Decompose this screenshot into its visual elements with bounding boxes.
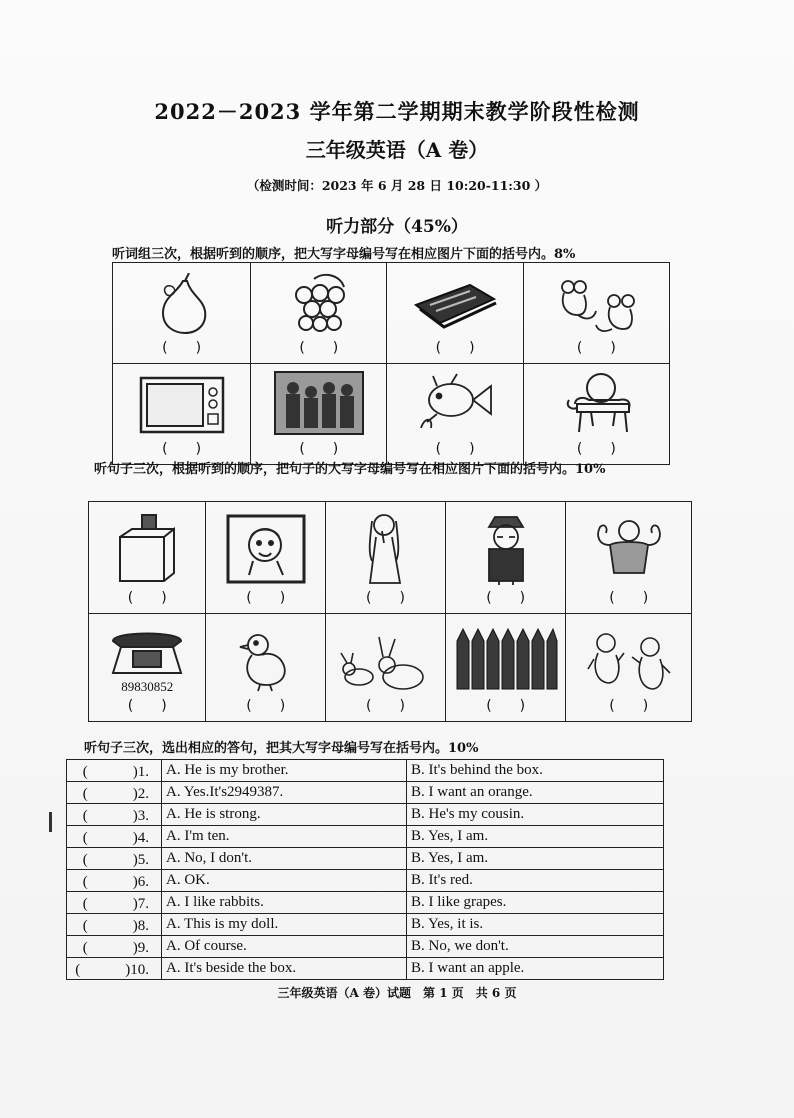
part1-picture-grid — [112, 262, 670, 465]
part2-cell — [445, 502, 565, 614]
question-number[interactable]: ( )3. — [67, 804, 162, 826]
rabbits-icon — [337, 633, 433, 693]
question-row — [67, 870, 664, 892]
option-b: B. Yes, it is. — [407, 914, 664, 936]
option-a: A. No, I don't. — [162, 848, 407, 870]
answer-paren[interactable]: ( ) — [576, 340, 616, 356]
option-b: B. He's my cousin. — [407, 804, 664, 826]
option-b: B. It's red. — [407, 870, 664, 892]
part2-cell — [325, 614, 445, 722]
part2-cell — [325, 502, 445, 614]
part2-cell — [89, 502, 206, 614]
part2-cell — [445, 614, 565, 722]
part3-instruction: 听句子三次，选出相应的答句，把其大写字母编号写在括号内。10% — [84, 741, 479, 756]
option-b: B. No, we don't. — [407, 936, 664, 958]
option-b: B. I like grapes. — [407, 892, 664, 914]
chick-icon — [236, 627, 296, 693]
page-footer: 三年级英语（A 卷）试题 第 1 页 共 6 页 — [277, 986, 517, 1000]
pear-icon — [147, 273, 217, 335]
option-a: A. This is my doll. — [162, 914, 407, 936]
question-row — [67, 892, 664, 914]
question-number[interactable]: ( )10. — [67, 958, 162, 980]
question-row — [67, 782, 664, 804]
option-a: A. It's beside the box. — [162, 958, 407, 980]
question-number[interactable]: ( )9. — [67, 936, 162, 958]
boy-icon — [225, 513, 307, 585]
monkeys-icon — [584, 629, 674, 693]
part1-cell — [251, 263, 387, 364]
question-number[interactable]: ( )5. — [67, 848, 162, 870]
exam-time: （检测时间：2023 年 6 月 28 日 10:20-11:30 ） — [246, 178, 548, 193]
option-a: A. OK. — [162, 870, 407, 892]
answer-paren[interactable]: ( ) — [365, 590, 405, 606]
mice-icon — [546, 275, 646, 335]
phone-number: 89830852 — [121, 679, 174, 694]
answer-paren[interactable]: ( ) — [486, 590, 526, 606]
part1-cell — [387, 263, 523, 364]
part3-answer-table — [66, 759, 664, 980]
option-a: A. I'm ten. — [162, 826, 407, 848]
family-photo-icon — [273, 370, 365, 436]
question-row — [67, 848, 664, 870]
question-number[interactable]: ( )2. — [67, 782, 162, 804]
part1-instruction: 听词组三次，根据听到的顺序，把大写字母编号写在相应图片下面的括号内。8% — [112, 247, 576, 262]
option-b: B. I want an apple. — [407, 958, 664, 980]
part2-cell — [89, 614, 206, 722]
question-row — [67, 760, 664, 782]
telephone-icon — [107, 627, 187, 677]
answer-paren[interactable]: ( ) — [299, 340, 339, 356]
part2-cell — [566, 502, 692, 614]
exam-subtitle: 三年级英语（A 卷） — [305, 138, 489, 162]
strong-man-icon — [586, 515, 672, 585]
answer-paren[interactable]: ( ) — [246, 698, 286, 714]
question-number[interactable]: ( )7. — [67, 892, 162, 914]
part2-cell — [206, 502, 325, 614]
part1-cell — [523, 263, 669, 364]
answer-paren[interactable]: ( ) — [435, 340, 475, 356]
answer-paren[interactable]: ( ) — [576, 441, 616, 457]
option-b: B. It's behind the box. — [407, 760, 664, 782]
exam-title: 2022－2023 学年第二学期期末教学阶段性检测 — [154, 99, 640, 124]
option-a: A. Of course. — [162, 936, 407, 958]
answer-paren[interactable]: ( ) — [162, 441, 202, 457]
answer-paren[interactable]: ( ) — [486, 698, 526, 714]
part1-cell — [251, 364, 387, 465]
question-row — [67, 826, 664, 848]
answer-paren[interactable]: ( ) — [127, 590, 167, 606]
option-a: A. He is my brother. — [162, 760, 407, 782]
question-number[interactable]: ( )1. — [67, 760, 162, 782]
part1-cell — [113, 364, 251, 465]
answer-paren[interactable]: ( ) — [127, 698, 167, 714]
part1-cell — [387, 364, 523, 465]
crayons-icon — [453, 627, 559, 693]
part2-instruction: 听句子三次，根据听到的顺序，把句子的大写字母编号写在相应图片下面的括号内。10% — [94, 462, 606, 477]
chair-icon — [553, 370, 639, 436]
option-a: A. Yes.It's2949387. — [162, 782, 407, 804]
part2-cell — [566, 614, 692, 722]
fish-icon — [407, 370, 503, 436]
option-b: B. I want an orange. — [407, 782, 664, 804]
question-row — [67, 958, 664, 980]
option-b: B. Yes, I am. — [407, 848, 664, 870]
box-icon — [112, 513, 182, 585]
part2-picture-grid — [88, 501, 692, 722]
option-b: B. Yes, I am. — [407, 826, 664, 848]
pencil-case-icon — [410, 275, 500, 335]
grapes-icon — [284, 269, 354, 335]
section-heading: 听力部分（45%） — [326, 217, 468, 237]
answer-paren[interactable]: ( ) — [299, 441, 339, 457]
answer-paren[interactable]: ( ) — [609, 698, 649, 714]
part1-cell — [523, 364, 669, 465]
part1-cell — [113, 263, 251, 364]
question-number[interactable]: ( )8. — [67, 914, 162, 936]
answer-paren[interactable]: ( ) — [365, 698, 405, 714]
question-number[interactable]: ( )6. — [67, 870, 162, 892]
answer-paren[interactable]: ( ) — [162, 340, 202, 356]
question-row — [67, 936, 664, 958]
tv-icon — [137, 374, 227, 436]
question-number[interactable]: ( )4. — [67, 826, 162, 848]
answer-paren[interactable]: ( ) — [435, 441, 475, 457]
option-a: A. He is strong. — [162, 804, 407, 826]
grandpa-icon — [473, 511, 539, 585]
option-a: A. I like rabbits. — [162, 892, 407, 914]
question-row — [67, 914, 664, 936]
margin-mark — [49, 812, 52, 832]
question-row — [67, 804, 664, 826]
answer-paren[interactable]: ( ) — [609, 590, 649, 606]
answer-paren[interactable]: ( ) — [246, 590, 286, 606]
part2-cell — [206, 614, 325, 722]
girl-icon — [354, 509, 416, 585]
